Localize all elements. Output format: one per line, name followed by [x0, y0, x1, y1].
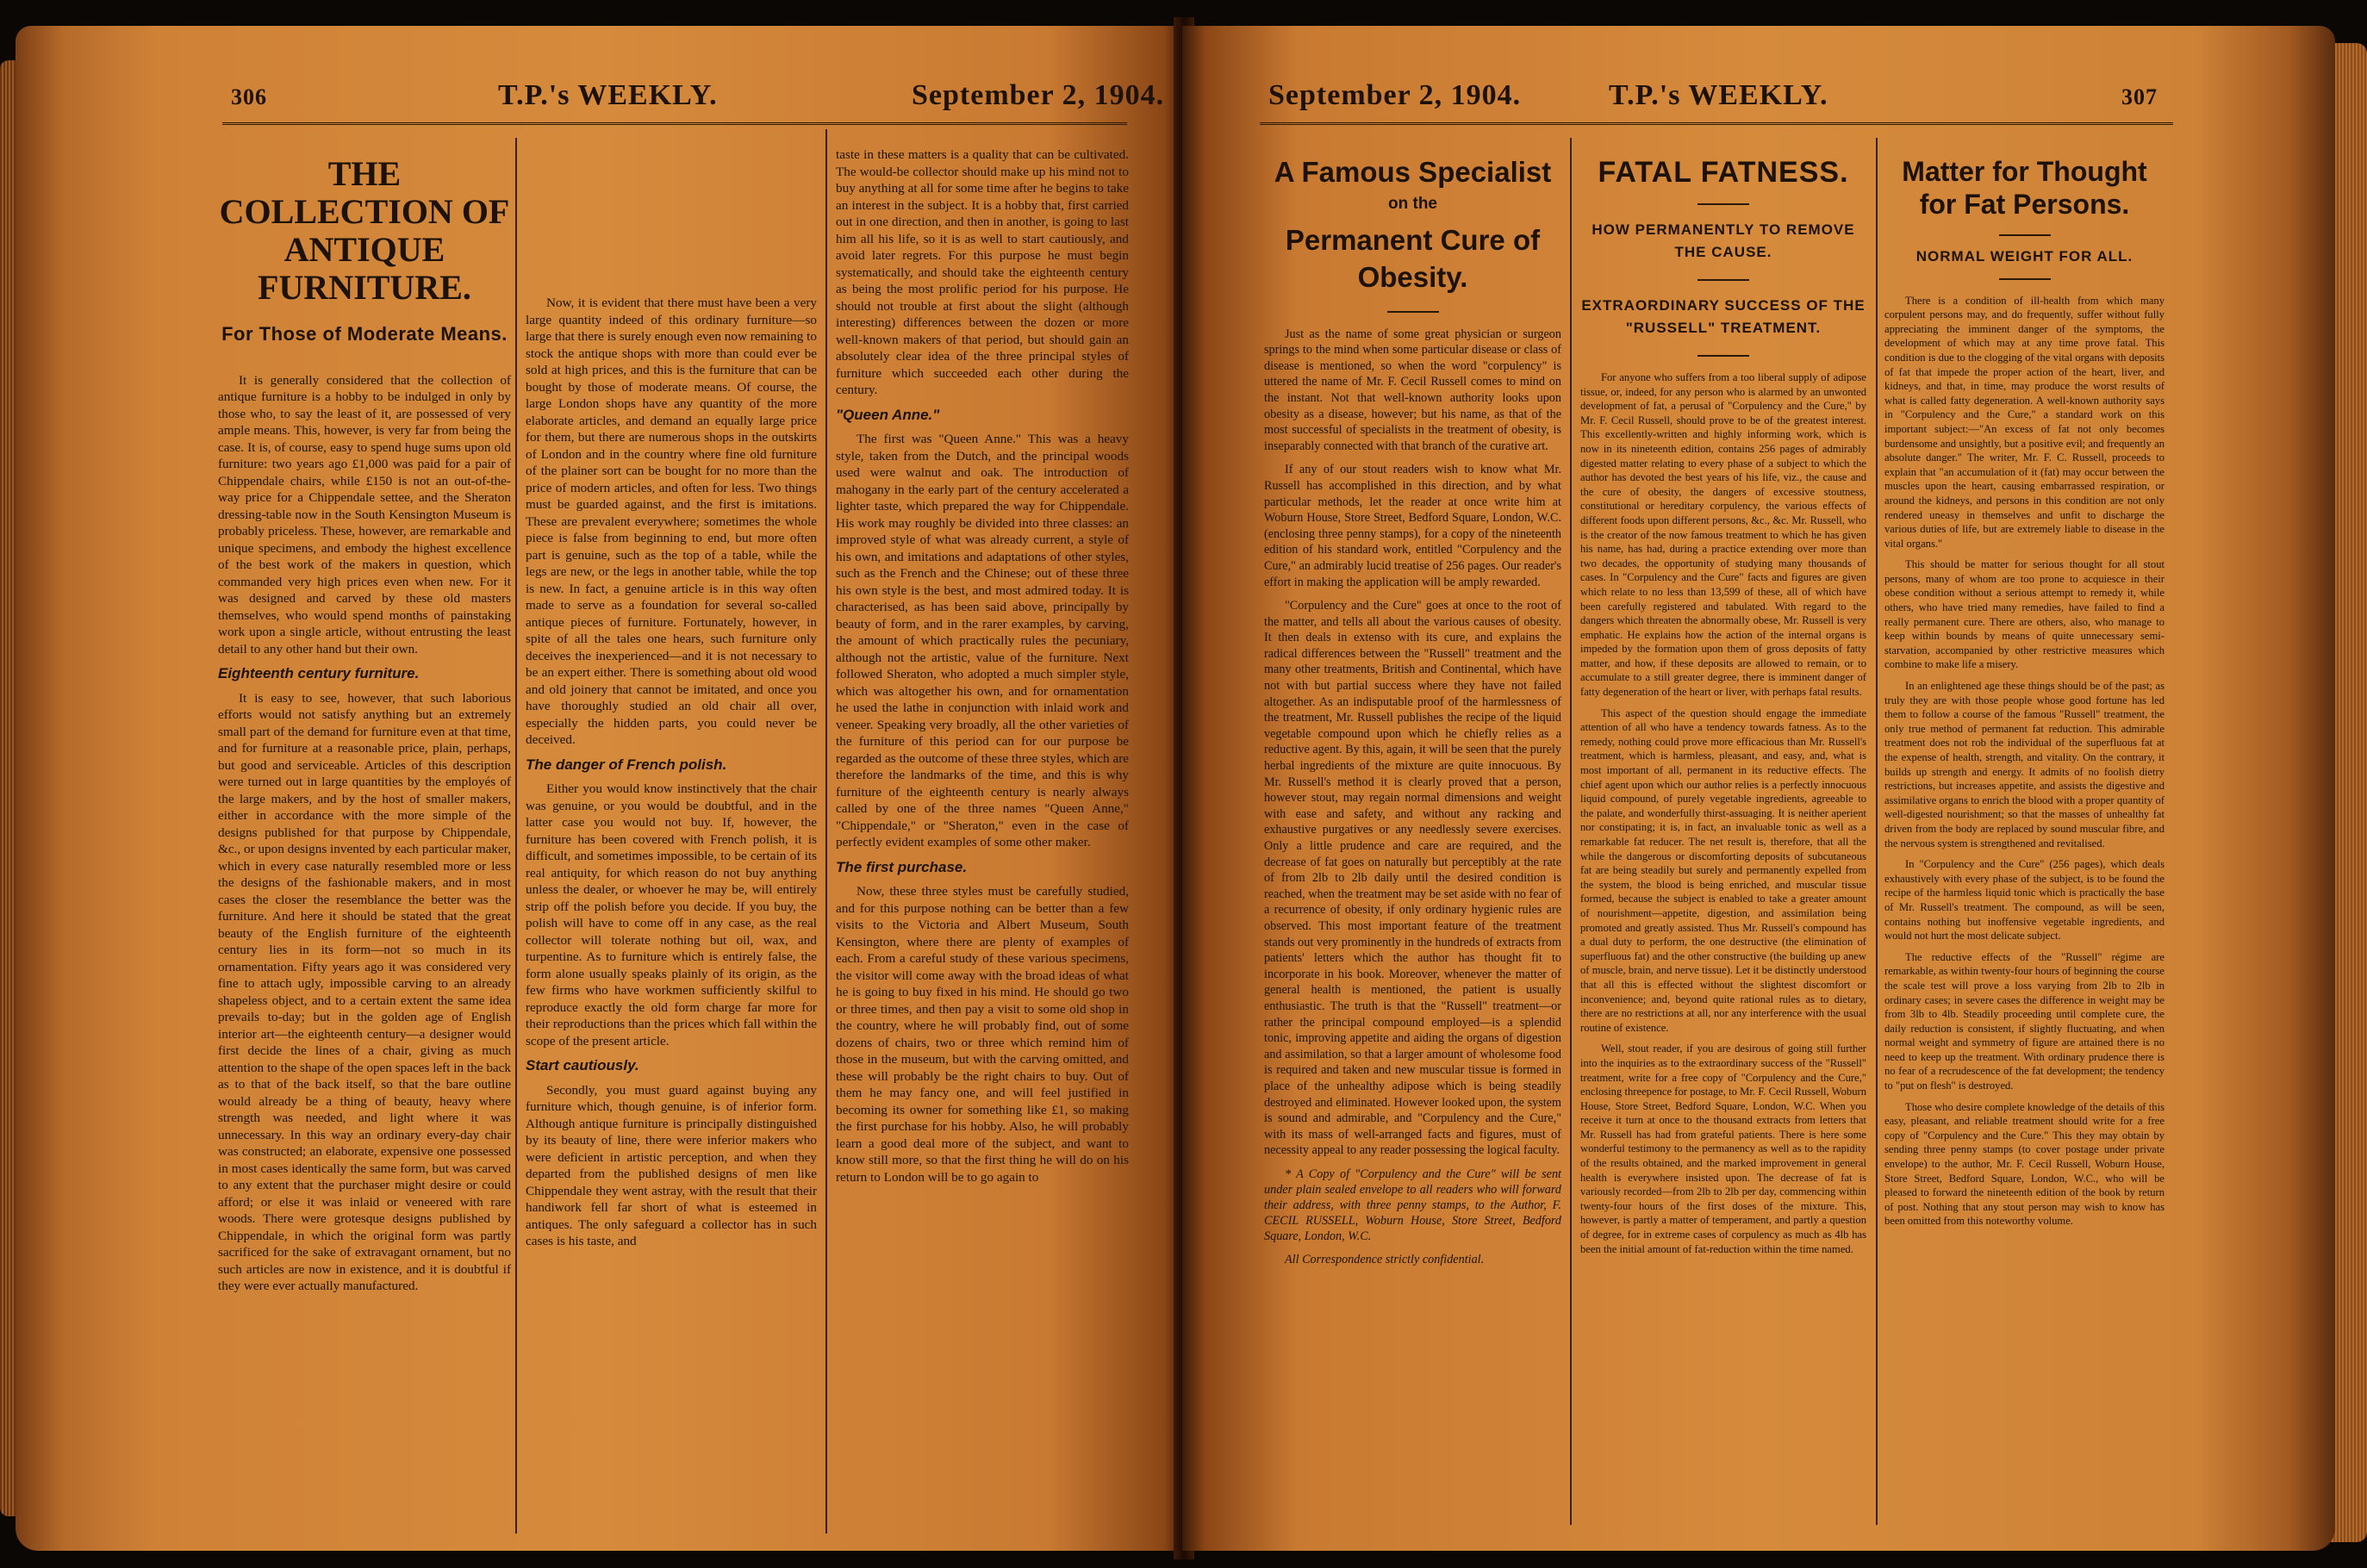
paragraph: This aspect of the question should engage the immediate attention of all who have a tendency towards fatness. As to the remedy, nothing could prove more efficacious than Mr. Russell's treatment, which is harmless, pleasant, and easy, and, what is most important of all, permanent in its reductive effects. The chief agent upon which our author relies is a perfectly innocuous liquid compound, of purely vegetable ingredients, agreeable to the palate, and wonderfully thirst-assuaging. It is neither aperient nor constipating; it is, in fact, an invaluable tonic as well as a remarkable fat reducer. The net result is, therefore, that all the while the dangerous or discomforting deposits of subcutaneous fat are being steadily but surely and permanently expelled from the system, the blood is being enriched, and muscular tissue formed, because the subject is enabled to take a greater amount of nourishment—appetite, digestion, and assimilation being promoted and greatly assisted. Thus Mr. Russell's compound has a dual duty to perform, the one destructive (the elimination of superfluous fat) and the other constructive (the building up anew of muscle, brain, and nerve tissue). Let it be distinctly understood that all this is effected without the slightest discomfort or inconvenience; and, beyond quite rational rules as to dietary, there are no restrictions at all, nor any interference with the usual routine of existence. — [1580, 706, 1866, 1034]
ad2-subtitle: HOW PERMANENTLY TO REMOVE THE CAUSE. — [1591, 221, 1855, 260]
paragraph: Secondly, you must guard against buying any furniture which, though genuine, is of inferior form. Although antique furniture is principally distinguished by its beauty of line, there were inferior makers who were deficient in artistic perception, and when they departed from the published designs of men like Chippendale they went astray, with the result that their handiwork fell far short of what is esteemed in antiques. The only safeguard a collector has in such cases is his taste, and — [526, 1082, 817, 1248]
section-heading: Start cautiously. — [526, 1057, 639, 1073]
ad3-title: Matter for Thought for Fat Persons. — [1902, 156, 2147, 220]
right-page-number: 307 — [2121, 84, 2158, 109]
divider — [1697, 279, 1749, 281]
article-column-1 — [218, 155, 511, 1303]
paragraph: The first was "Queen Anne." This was a heavy style, taken from the Dutch, and the principal woods used were walnut and oak. The introduction of mahogany in the early part of the century accelerated a lighter taste, which prepared the way for Chippendale. His work may roughly be divided into three classes: an improved style of what was already current, a style of his own, and imitations and adaptations of other styles, such as the French and the Chinese; out of these three his own style is the best, and most admired today. It is characterised, as has been said above, principally by beauty of form, and in the rarer examples, by carving, the amount of which practically rules the pecuniary, although not the artistic, value of the furniture. Next followed Sheraton, who adopted a much simpler style, which was altogether his own, and for ornamentation he used the lathe in conjunction with inlaid work and veneer. Speaking very broadly, all the other varieties of the furniture of this period can for our purpose be regarded as the outcome of these three styles, which are therefore the landmarks of the time, and this is why furniture of the eighteenth century is nearly always called by one of the three names "Queen Anne," "Chippendale," or "Sheraton," even in the case of perfectly evident examples of some other maker. — [836, 432, 1129, 849]
left-running-title: T.P.'s WEEKLY. — [498, 79, 718, 111]
left-page-number: 306 — [231, 84, 267, 109]
section-heading: The danger of French polish. — [526, 756, 727, 773]
paragraph: It is generally considered that the collection of antique furniture is a hobby to be indulged in only by those who, to say the least of it, are possessed of very ample means. This, however, is very far from being the case. It is, of course, easy to spend huge sums upon old furniture: two years ago £1,000 was paid for a pair of Chippendale chairs, while £150 is not an out-of-the-way price for a Chippendale settee, and the Sheraton dressing-table now in the South Kensington Museum is probably priceless. These, however, are remarkable and unique specimens, and embody the highest excellence of the best work of the makers in question, which commanded very high prices even when new. For it was designed and carved by these old masters themselves, who would spend months of painstaking work upon a single article, without entrusting the least detail to any other hand but their own. — [218, 372, 511, 656]
ad2-title: FATAL FATNESS. — [1598, 156, 1849, 189]
paragraph: For anyone who suffers from a too liberal supply of adipose tissue, or, indeed, for any person who is alarmed by an unwonted development of fat, a perusal of "Corpulency and the Cure," by Mr. F. Cecil Russell, should prove to be of the greatest interest. This excellently-written and highly informing work, which is now in its nineteenth edition, contains 256 pages of admirably digested matter relating to every phase of a subject to which the author has devoted the best years of his life, viz., the cause and the cure of obesity, the dangers of excessive stoutness, constitutional or hereditary corpulency, the various effects of different foods upon different persons, &c., &c. Mr. Russell, who is the creator of the now famous treatment to which he has given his name, has had, during a practice extending over more than two decades, the opportunity of studying many thousands of cases. In "Corpulency and the Cure" facts and figures are given which relate to no less than 13,599 of these, all of which have been carefully registered and tabulated. With regard to the dangers which threaten the abnormally obese, Mr. Russell is very emphatic. He explains how the action of the internal organs is impeded by the formation upon them of gross deposits of fatty matter, and how, if these deposits are allowed to remain, or to accumulate to a still greater degree, there is imminent danger of fatty degeneration of the heart or liver, with perhaps fatal results. — [1580, 371, 1866, 699]
left-column-rule-2 — [825, 129, 827, 1534]
footnote-confidential: All Correspondence strictly confidential. — [1285, 1252, 1485, 1266]
left-column-rule-1 — [515, 138, 517, 1534]
ad2-subtitle-2: EXTRAORDINARY SUCCESS OF THE "RUSSELL" TREATMENT. — [1581, 297, 1866, 336]
right-column-rule-1 — [1570, 138, 1572, 1525]
ad1-title-line3: Permanent Cure of — [1285, 223, 1541, 256]
paragraph: The reductive effects of the "Russell" régime are remarkable, as within twenty-four hours of beginning the course the scale test will prove a loss varying from 2lb to 2lb in ordinary cases; in severe cases the difference in weight may be from 3lb to 4lb. Steadily proceeding until complete cure, the daily reduction is consistent, if slightly fluctuating, and when normal weight and symmetry of figure are attained there is no need to keep up the treatment. With ordinary prudence there is no fear of a recrudescence of the fat development; the tendency to "put on flesh" is destroyed. — [1884, 950, 2165, 1092]
paragraph: Now, it is evident that there must have been a very large quantity indeed of this ordinary furniture—so large that there is surely enough even now remaining to stock the antique shops with more than could ever be sold at high prices, and this is the furniture that can be bought by those of moderate means. Of course, the large London shops have any quantity of the more elaborate articles, and demand an equally large price for them, but there are numerous shops in the outskirts of London and in the country where fine old furniture of the plainer sort can be bought for no more than the price of modern articles, and often for less. Two things must be guarded against, and the first is imitations. These are prevalent everywhere; sometimes the whole piece is false from beginning to end, but more often part is genuine, such as the top of a table, while the legs are new, or the legs in another table, while the top is new. In fact, a genuine article is in this way often made to serve as a foundation for several so-called antique pieces of furniture. Fortunately, however, in spite of all the tales one hears, such furniture only deceives the inexperienced—and it is not necessary to be an expert either. There is something about old wood and old joinery that cannot be imitated, and once you have thoroughly studied an old chair all over, especially the hidden parts, you could never be deceived. — [526, 296, 817, 747]
paragraph: Just as the name of some great physician or surgeon springs to the mind when some particular disease or class of disease is mentioned, so when the word "corpulency" is uttered the name of Mr. F. Cecil Russell comes to mind on the instant. Not that well-known authority looks upon obesity as a disease, however; but his name, as that of the most successful of specialists in the treatment of obesity, is inseparably connected with that branch of the curative art. — [1264, 327, 1561, 453]
ad1-title-line4: Obesity. — [1357, 260, 1468, 293]
divider — [1999, 234, 2051, 236]
divider — [1387, 311, 1439, 313]
ad3-subtitle: NORMAL WEIGHT FOR ALL. — [1915, 248, 2133, 264]
left-page — [16, 26, 1187, 1551]
paragraph: Now, these three styles must be carefully studied, and for this purpose nothing can be better than a few visits to the Victoria and Albert Museum, South Kensington, where there are plenty of examples of each. From a careful study of these various specimens, the visitor will come away with the broad ideas of what he is going to buy fixed in his mind. He should go two or three times, and then pay a visit to some old shop in the country, where he will probably find, out of some dozens of chairs, two or three which remind him of those in the museum, but with the carving omitted, and these will probably be the right chairs to buy. Out of them he may fancy one, and will feel justified in becoming its owner for something like £1, so making the first purchase for his hobby. Also, he will probably learn a good deal more of the subject, and want to know still more, so that the first thing he will do on his return to London will be to go again to — [836, 884, 1129, 1185]
divider — [1697, 203, 1749, 205]
paragraph: This should be matter for serious thought for all stout persons, many of whom are too prone to acquiesce in their obese condition without a serious attempt to remedy it, while others, who have tried many remedies, have failed to find a really permanent cure. There are others, also, who manage to keep within bounds by means of quite unnecessary semi-starvation, accompanied by other restrictive measures which combine to make life a misery. — [1884, 558, 2165, 671]
divider — [1999, 278, 2051, 280]
ad-column-1 — [1264, 155, 1561, 1275]
paragraph: It is easy to see, however, that such laborious efforts would not satisfy anything but an extremely small part of the demand for furniture even at that time, and for furniture at a reasonable price, plain, perhaps, but good and serviceable. Articles of this description were turned out in large quantities by the employés of the large makers, and by the host of smaller makers, either in accordance with the more simple of the designs published for that purpose by Chippendale, &c., or upon designs invented by each particular maker, which in every case naturally resembled more or less the designs of the fashionable makers, and in most cases the closer the resemblance the better was the furniture. And here it should be stated that the great beauty of the English furniture of the eighteenth century lies in its form—not so much in its ornamentation. Fifty years ago it was considered very fine to attach ugly, impossible carving to an already shapeless object, and to a certain extent the same idea prevails to-day; but in the golden age of English interior art—the eighteenth century—a designer would first decide the lines of a chair, giving as much attention to the shape of the open spaces left in the back as to that of the back itself, so that the bare outline would already be a thing of beauty, heavy where strength was needed, and light where it was unnecessary. In this way an ordinary every-day chair was constructed; an elaborate, expensive one possessed in most cases identically the same form, but was carved to any extent that the purchaser might desire or could afford; or else it was inlaid or veneered with rare woods. There were grotesque designs published by Chippendale, in which the original form was partly sacrificed for the sake of extravagant ornament, but no such articles are now in existence, and it is doubtful if they were ever actually manufactured. — [218, 690, 511, 1293]
right-page — [1182, 26, 2335, 1551]
paragraph: Well, stout reader, if you are desirous of going still further into the inquiries as to the extraordinary success of the "Russell" treatment, write for a free copy of "Corpulency and the Cure," enclosing threepence for postage, to Mr. F. Cecil Russell, Woburn House, Store Street, Bedford Square, London, W.C. When you receive it turn at once to the thousand extracts from letters that Mr. Russell has had from grateful patients. There is here some wonderful testimony to the permanency as well as to the rapidity of the results obtained, and the marked improvement in general health is everywhere insisted upon. The decrease of fat is variously recorded—from 2lb to 2lb per day, commencing within twenty-four hours of the first doses of the mixture. This, however, is partly a matter of temperament, and partly a question of degree, for in extreme cases of corpulency as much as 4lb has been the initial amount of fat-reduction within the time named. — [1580, 1042, 1866, 1255]
paragraph: There is a condition of ill-health from which many corpulent persons may, and do frequently, suffer without fully appreciating the imminent danger of the symptoms, the development of which may at any time prove fatal. This condition is due to the clogging of the vital organs with deposits of fat that impede the proper action of the heart, liver, and kidneys, and that, in time, may produce the worst results of what is called fatty degeneration. A well-known authority says in "Corpulency and the Cure," a standard work on this important subject:—"An excess of fat not only becomes burdensome and unsightly, but a positive evil; and frequently an absolute danger." The writer, Mr. F. C. Russell, proceeds to explain that "an accumulation of it (fat) may occur between the muscles upon the heart, causing embarrassed respiration, or around the kidneys, and persons in this condition are not only rendered uneasy in themselves and unfit to discharge the various duties of life, but are extremely liable to disease in the vital organs." — [1884, 294, 2165, 550]
ad1-title-line1: A Famous Specialist — [1274, 156, 1552, 188]
paragraph: In "Corpulency and the Cure" (256 pages), which deals exhaustively with every phase of the subject, is to be found the recipe of the harmless liquid tonic which is practically the base of Mr. Russell's treatment. The compound, as will be seen, contains nothing but inoffensive vegetable ingredients, and would not hurt the most delicate subject. — [1884, 858, 2165, 943]
left-header-rule — [222, 122, 1127, 125]
right-date: September 2, 1904. — [1268, 79, 1522, 111]
right-running-title: T.P.'s WEEKLY. — [1609, 79, 1828, 111]
paragraph: Those who desire complete knowledge of the details of this easy, pleasant, and reliable treatment should write for a free copy of "Corpulency and the Cure." This they may obtain by sending three penny stamps (to cover postage under private envelope) to the author, Mr. F. Cecil Russell, Woburn House, Store Street, Bedford Square, London, W.C., who will be pleased to forward the nineteenth edition of the book by return of post. Nothing that any stout person may wish to know has been omitted from this noteworthy volume. — [1884, 1100, 2165, 1228]
ad-column-3 — [1884, 155, 2165, 1235]
paragraph: "Corpulency and the Cure" goes at once to the root of the matter, and tells all about the various causes of obesity. It then deals in extenso with its cure, and explains the radical differences between the "Russell" treatment and the many other treatments, British and Continental, which have not with but partial success where they have not failed altogether. As an indisputable proof of the harmlessness of the treatment, Mr. Russell publishes the recipe of the liquid vegetable compound upon which he chiefly relies as a reductive agent. By this, again, it will be seen that the purely herbal ingredients of the mixture are quite innocuous. By Mr. Russell's method it is clearly proved that a person, however stout, may regain normal dimensions and weight with ease and safety, and without any racking and exhaustive purgatives or any needlessly severe exercises. Only a little prudence and care are required, and the decrease of fat goes on naturally but perceptibly at the rate of from 2lb to 2lb daily until the desired condition is reached, when the treatment may be set aside with no fear of a recurrence of obesity, if only ordinary hygienic rules are observed. This most important feature of the treatment stands out very prominently in the hundreds of extracts from patients' letters which the author has thought fit to incorporate in his book. Moreover, whenever the matter of general health is mentioned, the patient is usually enthusiastic. The truth is that the "Russell" treatment—or rather the principal compound employed—is a splendid tonic, improving appetite and aiding the organs of digestion and assimilation, so that a larger amount of wholesome food is required and taken and new muscular tissue is formed in place of the unhealthy adipose which is being steadily destroyed and eliminated. However looked upon, the system is sound and admirable, and "Corpulency and the Cure," with its mass of well-arranged facts and figures, must of necessity appeal to any reader possessing the logical faculty. — [1264, 599, 1561, 1158]
paragraph: Either you would know instinctively that the chair was genuine, or you would be doubtful, and in the latter case you would not buy. If, however, the furniture has been covered with French polish, it is difficult, and sometimes impossible, to be certain of its real antiquity, for which reason do not buy anything unless the dealer, or whoever he may be, will entirely strip off the polish before you decide. If you buy, the polish will have to come off in any case, as the real collector will tolerate nothing but oil, wax, and turpentine. As to furniture which is entirely false, the form alone usually speaks plainly of its origin, as the few firms who have workmen sufficiently skilful to reproduce exactly the old form charge far more for their reproductions than the prices which fall within the scope of the present article. — [526, 781, 817, 1048]
paragraph: In an enlightened age these things should be of the past; as truly they are with those people whose good fortune has led them to follow a course of the famous "Russell" treatment, the only true method of permanent fat reduction. This admirable treatment does not rob the individual of the superfluous fat at the expense of health, strength, and vitality. On the contrary, it builds up strength and energy. It admits of no foolish dietry restrictions, but increases appetite, and assists the digestive and assimilative organs to enrich the blood with a proper quantity of well-digested nourishment; so that the masses of unhealthy fat driven from the body are replaced by sound muscular fibre, and the nervous system is strengthened and revitalised. — [1884, 680, 2165, 849]
ad-column-2 — [1580, 155, 1866, 1263]
section-heading: "Queen Anne." — [836, 406, 940, 423]
paragraph: If any of our stout readers wish to know what Mr. Russell has accomplished in this direction, and by what particular methods, let the reader at once write him at Woburn House, Store Street, Bedford Square, London, W.C. (enclosing three penny stamps), for a copy of the nineteenth edition of his standard work, entitled "Corpulency and the Cure," an admirably lucid treatise of 256 pages. Our reader's effort in making the application will be amply rewarded. — [1264, 463, 1561, 589]
section-heading: Eighteenth century furniture. — [218, 665, 420, 681]
article-column-2 — [526, 295, 817, 1258]
divider — [1697, 355, 1749, 357]
ad1-title-line2: on the — [1388, 195, 1437, 213]
paragraph: taste in these matters is a quality that can be cultivated. The would-be collector should make up his mind not to buy anything at all for some time after he begins to take an interest in the subject. It is a hobby that, first carried out in one direction, and then in another, is going to last him all his life, so it is as well to start cautiously, and avoid later regrets. For this purpose he must begin systematically, and should take the eighteenth century as being the most prolific period for his purpose. He should not trouble at first about the slight (although interesting) differences between the dozen or more well-known makers of that period, but should gain an absolutely clear idea of the three principal styles of furniture which succeeded each other during the century. — [836, 147, 1129, 397]
right-header-rule — [1260, 122, 2173, 125]
article-column-3 — [836, 146, 1129, 1193]
article-title: THE COLLECTION OF ANTIQUE FURNITURE. — [219, 154, 510, 307]
article-subtitle: For Those of Moderate Means. — [221, 323, 508, 345]
right-column-rule-2 — [1876, 138, 1878, 1525]
footnote: * A Copy of "Corpulency and the Cure" will be sent under plain sealed envelope to all readers who will forward their address, with three penny stamps, to the Author, F. CECIL RUSSELL, Woburn House, Store Street, Bedford Square, London, W.C. — [1264, 1167, 1561, 1243]
left-date: September 2, 1904. — [912, 79, 1165, 111]
section-heading: The first purchase. — [836, 858, 968, 875]
